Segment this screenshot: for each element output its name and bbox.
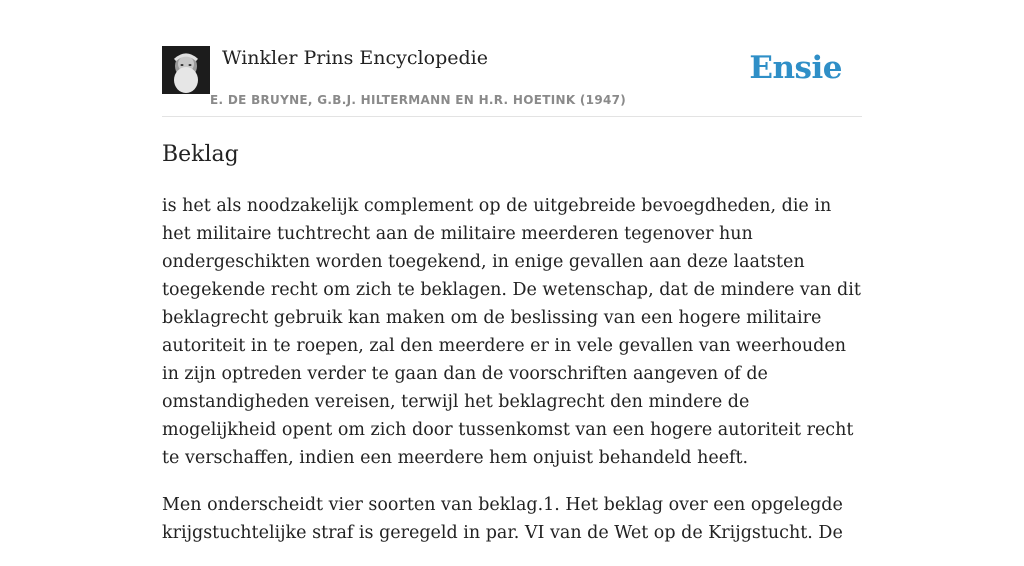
source-header [162,46,862,117]
article-paragraph: Men onderscheidt vier soorten van beklag.1. Het beklag over een opgelegde krijgstuchtelijke straf is geregeld in par. VI van de Wet op de Krijgstucht. De [162,495,843,543]
author-portrait-icon[interactable] [162,46,210,94]
source-title[interactable]: Winkler Prins Encyclopedie [222,47,488,69]
source-authors: E. DE BRUYNE, G.B.J. HILTERMANN EN H.R. HOETINK (1947) [210,93,627,107]
brand-logo[interactable]: Ensie [749,50,842,86]
article-title: Beklag [162,142,239,167]
article-body [162,192,862,566]
article-paragraph: is het als noodzakelijk complement op de uitgebreide bevoegdheden, die in het militaire tuchtrecht aan de militaire meerderen tegenover hun ondergeschikten worden toegekend, in enige gevallen aan deze laatsten toegekende recht om zich te beklagen. De wetenschap, dat de mindere van dit beklagrecht gebruik kan maken om de beslissing van een hogere militaire autoriteit in te roepen, zal den meerdere er in vele gevallen van weerhouden in zijn optreden verder te gaan dan de voorschriften aangeven of de omstandigheden vereisen, terwijl het beklagrecht den mindere de mogelijkheid opent om zich door tussenkomst van een hogere autoriteit recht te verschaffen, indien een meerdere hem onjuist behandeld heeft. [162,196,861,468]
